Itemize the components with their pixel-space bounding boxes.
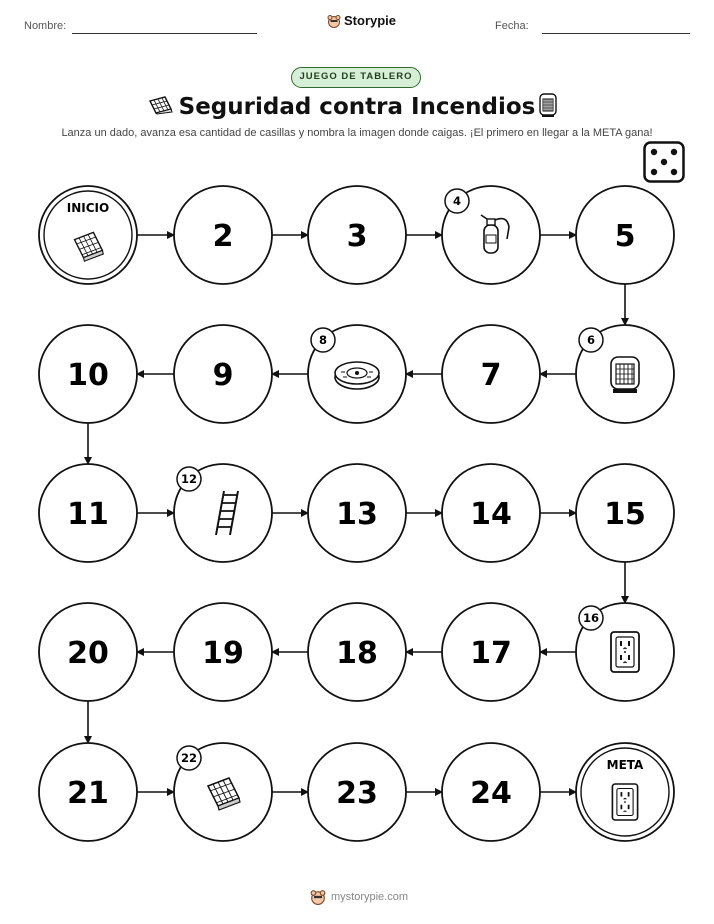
power-outlet-icon xyxy=(611,632,639,672)
cell-number: 5 xyxy=(614,219,636,254)
board-cell-14 xyxy=(442,464,540,562)
board-cell-18 xyxy=(308,603,406,701)
board-cell-16 xyxy=(576,603,674,701)
cell-number: 20 xyxy=(67,636,109,671)
cell-number: 14 xyxy=(470,497,512,532)
cell-number-badge: 22 xyxy=(180,751,198,765)
board-cell-5 xyxy=(576,186,674,284)
cell-number: 15 xyxy=(604,497,646,532)
cell-number-badge: 12 xyxy=(180,472,198,486)
footer-url: mystorypie.com xyxy=(331,891,409,903)
board-cell-24 xyxy=(442,743,540,841)
footer xyxy=(310,889,408,905)
instructions: Lanza un dado, avanza esa cantidad de casillas y nombra la imagen donde caigas. ¡El primero en llegar a la META gana! xyxy=(61,127,653,139)
cell-number: 18 xyxy=(336,636,378,671)
brand-name: Storypie xyxy=(344,13,397,28)
board-cell-2 xyxy=(174,186,272,284)
date-label: Fecha: xyxy=(495,20,529,32)
board-cell-20 xyxy=(39,603,137,701)
board-cell-13 xyxy=(308,464,406,562)
board-cell-19 xyxy=(174,603,272,701)
board-cell-8 xyxy=(308,325,406,423)
cell-number: 13 xyxy=(336,497,378,532)
board-cell-start xyxy=(39,186,137,284)
cell-number: 10 xyxy=(67,358,109,393)
board-cell-22 xyxy=(174,743,272,841)
cell-number: 2 xyxy=(212,219,234,254)
page-title: Seguridad contra Incendios xyxy=(178,94,536,120)
board-cell-7 xyxy=(442,325,540,423)
cell-number-badge: 4 xyxy=(452,194,462,208)
board-cell-goal xyxy=(576,743,674,841)
cell-number-badge: 16 xyxy=(582,611,600,625)
space-heater-icon xyxy=(611,357,639,393)
cell-number: 17 xyxy=(470,636,512,671)
smoke-detector-icon xyxy=(335,362,379,389)
cell-number-badge: 6 xyxy=(586,333,596,347)
cell-number: 19 xyxy=(202,636,244,671)
board-game-badge: JUEGO DE TABLERO xyxy=(291,67,421,88)
board-cell-12 xyxy=(174,464,272,562)
name-label: Nombre: xyxy=(24,20,67,32)
cell-number: 9 xyxy=(212,358,234,393)
cell-number: 23 xyxy=(336,776,378,811)
cell-number: 11 xyxy=(67,497,109,532)
board-cell-23 xyxy=(308,743,406,841)
storypie-logo-icon xyxy=(310,889,326,905)
goal-label: META xyxy=(606,758,644,772)
cell-number-badge: 8 xyxy=(318,333,328,347)
board-cell-11 xyxy=(39,464,137,562)
board-cell-17 xyxy=(442,603,540,701)
cell-number: 3 xyxy=(346,219,368,254)
board-cell-10 xyxy=(39,325,137,423)
board-cell-9 xyxy=(174,325,272,423)
board-cell-15 xyxy=(576,464,674,562)
board-cell-6 xyxy=(576,325,674,423)
board-cell-3 xyxy=(308,186,406,284)
start-label: INICIO xyxy=(66,201,110,215)
cell-number: 7 xyxy=(480,358,502,393)
board-cell-21 xyxy=(39,743,137,841)
board-cell-4 xyxy=(442,186,540,284)
cell-number: 24 xyxy=(470,776,512,811)
cell-number: 21 xyxy=(67,776,109,811)
power-outlet-icon xyxy=(612,784,637,820)
